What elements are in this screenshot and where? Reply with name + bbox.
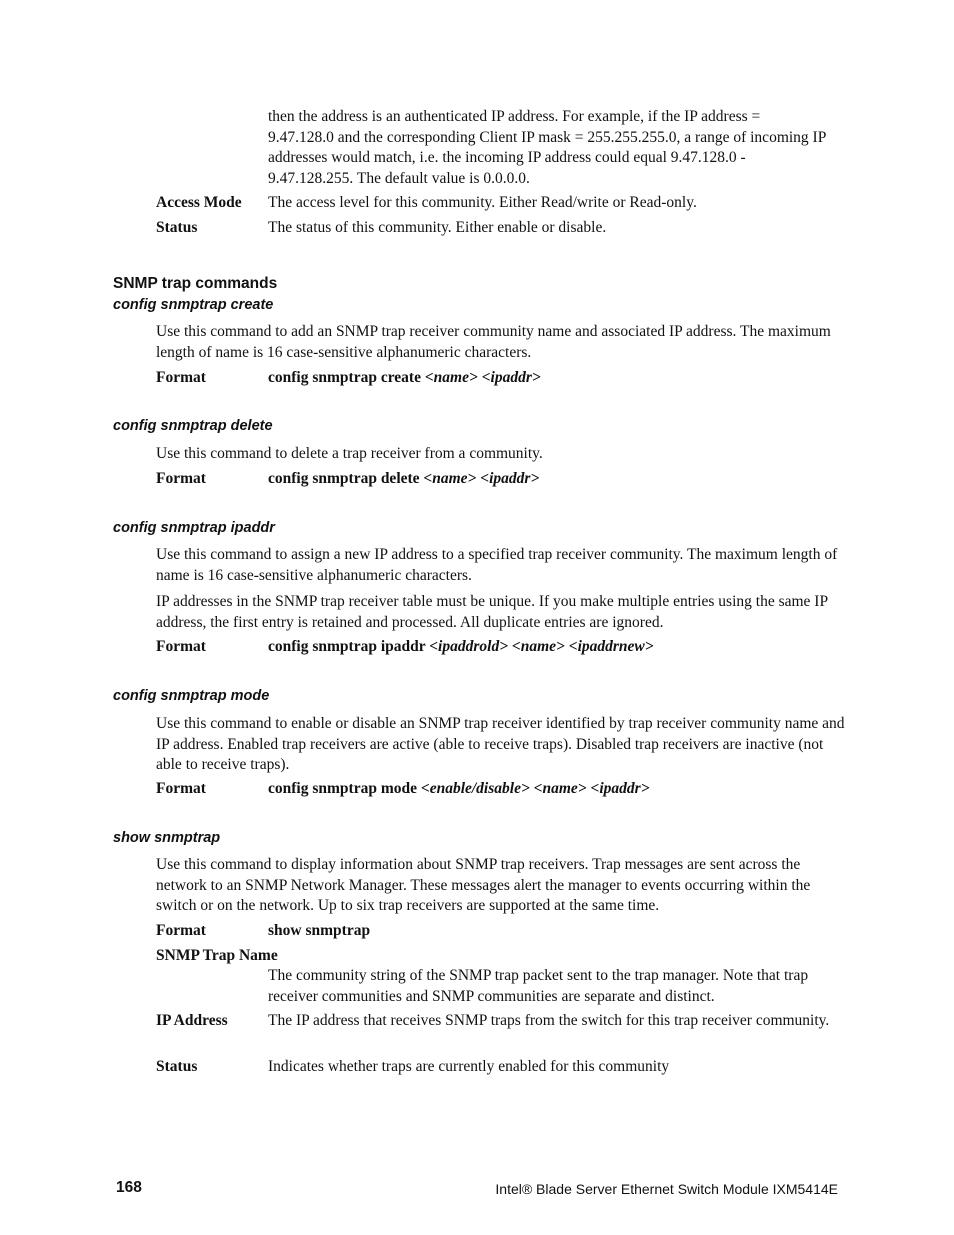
format-arg: <name>: [533, 780, 587, 797]
format-arg: <name>: [423, 470, 477, 487]
command-paragraph: Use this command to assign a new IP address to a specified trap receiver community. The maximum length of name is 16 case-sensitive alphanumeric characters.: [156, 546, 838, 584]
format-command: config snmptrap create: [268, 369, 421, 386]
format-syntax-create: [268, 368, 541, 389]
def-term-status-trap: Status: [156, 1058, 198, 1075]
format-arg: <ipaddrnew>: [568, 638, 654, 655]
command-heading-show: show snmptrap: [113, 830, 221, 846]
page-number: 168: [116, 1179, 142, 1196]
format-label: Format: [156, 780, 206, 797]
format-command: config snmptrap ipaddr: [268, 638, 426, 655]
format-syntax-ipaddr: [268, 637, 654, 658]
intro-continuation: then the address is an authenticated IP address. For example, if the IP address = 9.47.128.0 and the corresponding Client IP mask = 255.255.255.0, a range of incoming IP addresses would match, i.e. the incoming IP address could equal 9.47.128.0 - 9.47.128.255. The default value is 0.0.0.0.: [268, 108, 826, 187]
format-label: Format: [156, 369, 206, 386]
command-heading-ipaddr: config snmptrap ipaddr: [113, 520, 275, 536]
def-term-status: Status: [156, 219, 198, 236]
command-heading-mode: config snmptrap mode: [113, 688, 270, 704]
format-syntax-mode: [268, 779, 650, 800]
format-syntax-delete: [268, 469, 539, 490]
def-term-access-mode: Access Mode: [156, 194, 242, 211]
format-arg: <ipaddr>: [480, 470, 540, 487]
def-text-ip-address: The IP address that receives SNMP traps from the switch for this trap receiver community.: [268, 1012, 830, 1029]
def-text-access-mode: The access level for this community. Either Read/write or Read-only.: [268, 194, 697, 211]
format-arg: <ipaddrold>: [429, 638, 509, 655]
format-arg: <ipaddr>: [590, 780, 650, 797]
command-paragraph: Use this command to enable or disable an SNMP trap receiver identified by trap receiver community name and IP address. Enabled trap receivers are active (able to receive traps). Disabled trap receivers are inactive (not able to receive traps).: [156, 715, 845, 773]
format-label: Format: [156, 638, 206, 655]
def-text-status: The status of this community. Either enable or disable.: [268, 219, 607, 236]
def-text-status-trap: Indicates whether traps are currently enabled for this community: [268, 1058, 670, 1075]
document-title: Intel® Blade Server Ethernet Switch Module IXM5414E: [495, 1181, 838, 1197]
format-arg: <ipaddr>: [481, 369, 541, 386]
format-arg: <name>: [511, 638, 565, 655]
command-paragraph: Use this command to display information about SNMP trap receivers. Trap messages are sent across the network to an SNMP Network Manager. These messages alert the manager to events occurring within the switch or on the network. Up to six trap receivers are supported at the same time.: [156, 856, 811, 914]
command-paragraph: Use this command to add an SNMP trap receiver community name and associated IP address. The maximum length of name is 16 case-sensitive alphanumeric characters.: [156, 323, 831, 361]
command-paragraph: IP addresses in the SNMP trap receiver table must be unique. If you make multiple entries using the same IP address, the first entry is retained and processed. All duplicate entries are ignored.: [156, 593, 828, 631]
format-command: config snmptrap delete: [268, 470, 420, 487]
def-term-snmp-trap-name: SNMP Trap Name: [156, 947, 278, 964]
section-title: SNMP trap commands: [113, 275, 278, 292]
format-arg: <enable/disable>: [420, 780, 530, 797]
command-heading-create: config snmptrap create: [113, 297, 274, 313]
format-command: show snmptrap: [268, 922, 371, 939]
def-text-snmp-trap-name: The community string of the SNMP trap packet sent to the trap manager. Note that trap receiver communities and SNMP communities are separate and distinct.: [268, 967, 809, 1005]
format-command: config snmptrap mode: [268, 780, 417, 797]
command-heading-delete: config snmptrap delete: [113, 418, 273, 434]
format-label: Format: [156, 470, 206, 487]
command-paragraph: Use this command to delete a trap receiver from a community.: [156, 445, 543, 462]
format-syntax-show: [268, 921, 370, 942]
format-label: Format: [156, 922, 206, 939]
def-term-ip-address: IP Address: [156, 1012, 228, 1029]
format-arg: <name>: [424, 369, 478, 386]
